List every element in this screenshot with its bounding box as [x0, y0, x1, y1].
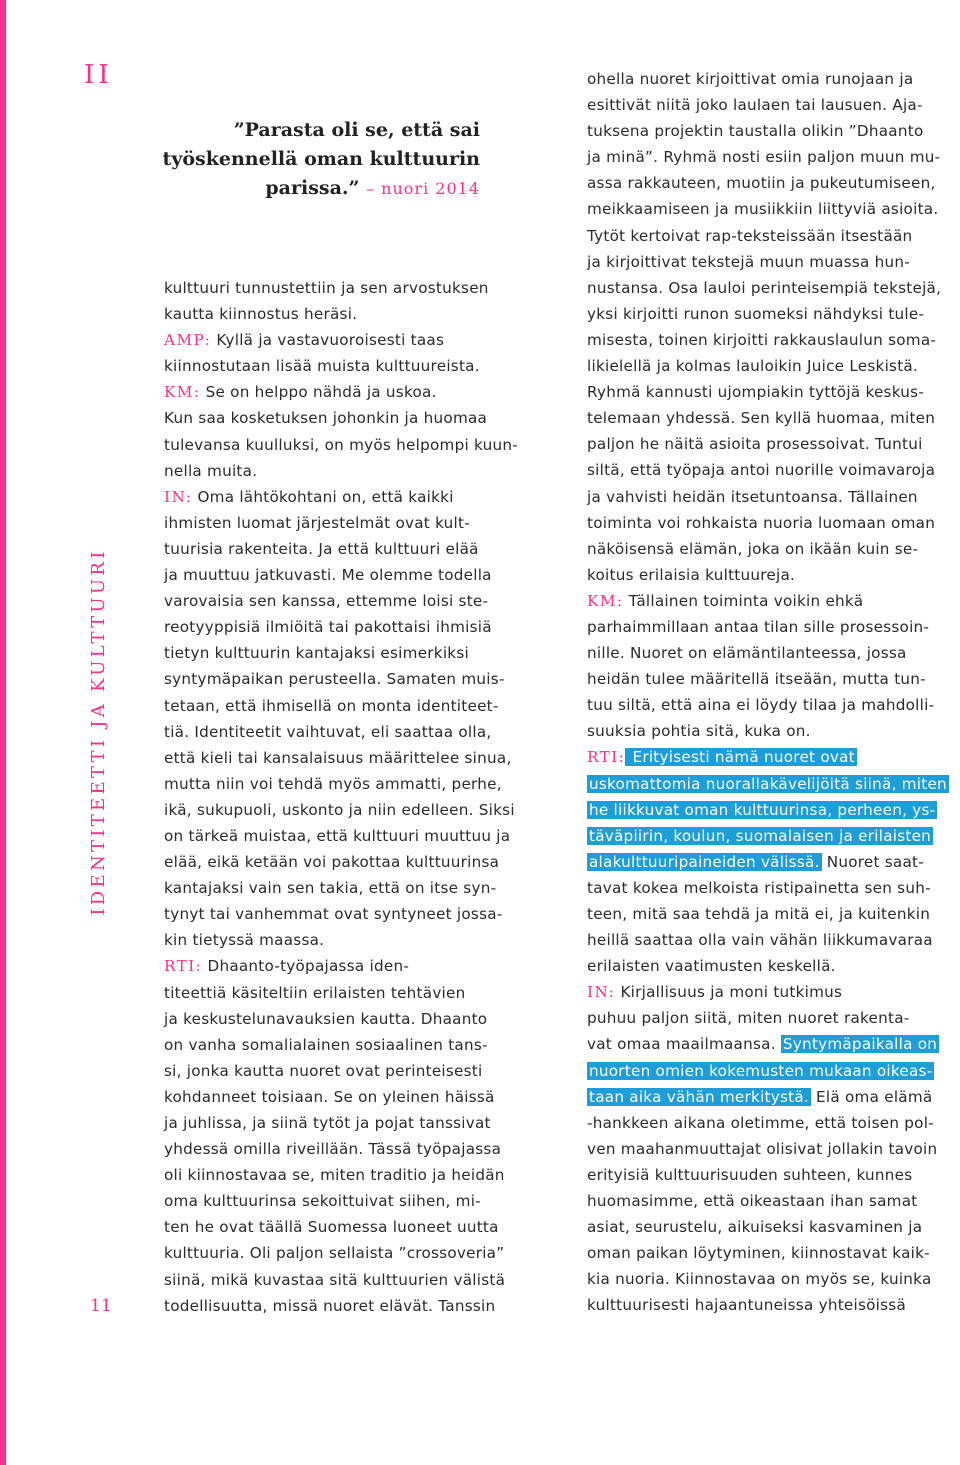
text-line	[587, 979, 959, 1005]
speaker-initials: RTI:	[164, 957, 203, 976]
text-line	[164, 1136, 544, 1162]
line-text: näköisensä elämän, joka on ikään kuin se-	[587, 539, 919, 558]
text-line	[587, 771, 959, 797]
line-text: erilaisten vaatimusten keskellä.	[587, 957, 836, 976]
line-text: oma kulttuurinsa sekoittuivat siihen, mi-	[164, 1192, 481, 1211]
line-text: kantajaksi vain sen takia, että on itse syn-	[164, 879, 497, 898]
text-line	[587, 353, 959, 379]
line-text: syntymäpaikan perusteella. Samaten muis-	[164, 670, 505, 689]
line-text: telemaan yhdessä. Sen kyllä huomaa, miten	[587, 409, 936, 428]
text-line	[587, 249, 959, 275]
text-line	[587, 196, 959, 222]
line-text: mutta niin voi tehdä myös ammatti, perhe,	[164, 774, 502, 793]
line-text: kulttuurisesti hajaantuneissa yhteisöissä	[587, 1296, 907, 1315]
text-line	[164, 640, 544, 666]
pull-quote-line: ”Parasta oli se, että sai	[233, 119, 480, 141]
text-line	[587, 1110, 959, 1136]
text-line	[164, 797, 544, 823]
pull-quote-attribution: – nuori 2014	[366, 179, 480, 198]
line-text: suuksia pohtia sitä, kuka on.	[587, 722, 811, 741]
text-line	[164, 1293, 544, 1319]
line-text: Tytöt kertoivat rap-teksteissään itsestään	[587, 226, 913, 245]
line-text: ohella nuoret kirjoittivat omia runojaan ja	[587, 70, 914, 88]
text-line	[164, 536, 544, 562]
text-line	[587, 431, 959, 457]
line-text: kautta kiinnostus heräsi.	[164, 305, 358, 324]
line-text: Kirjallisuus ja moni tutkimus	[615, 983, 843, 1002]
line-text: erityisiä kulttuurisuuden suhteen, kunnes	[587, 1165, 913, 1184]
speaker-initials: IN:	[164, 487, 193, 506]
text-line	[587, 797, 959, 823]
line-text: nustansa. Osa lauloi perinteisempiä tekstejä,	[587, 278, 942, 297]
line-text: assa rakkauteen, muotiin ja pukeutumiseen,	[587, 174, 936, 193]
text-line	[587, 666, 959, 692]
line-text: Ryhmä kannusti ujompiakin tyttöjä keskus-	[587, 383, 925, 402]
line-text: kiinnostutaan lisää muista kulttuureista.	[164, 357, 480, 376]
text-line	[587, 1058, 959, 1084]
line-text: puhuu paljon siitä, miten nuoret rakenta-	[587, 1009, 910, 1028]
pull-quote	[150, 116, 480, 203]
line-text: si, jonka kautta nuoret ovat perinteisesti	[164, 1061, 483, 1080]
line-text: esittivät niitä joko laulaen tai lausuen. Aja-	[587, 96, 923, 115]
text-line	[164, 1188, 544, 1214]
text-line	[587, 536, 959, 562]
line-text: oli kiinnostavaa se, miten traditio ja heidän	[164, 1166, 505, 1185]
line-text: on tärkeä muistaa, että kulttuuri muuttuu ja	[164, 826, 511, 845]
text-line	[587, 223, 959, 249]
line-text: tuksena projektin taustalla olikin ”Dhaanto	[587, 122, 924, 141]
text-line	[587, 118, 959, 144]
text-line	[164, 875, 544, 901]
line-text: huomasimme, että oikeastaan ihan samat	[587, 1192, 918, 1211]
highlighted-text: taan aika vähän merkitystä.	[589, 1087, 809, 1106]
text-line	[587, 823, 959, 849]
highlighted-text: uskomattomia nuorallakävelijöitä siinä, miten	[589, 774, 947, 793]
line-text: tuurisia rakenteita. Ja että kulttuuri elää	[164, 539, 479, 558]
speaker-initials: AMP:	[164, 331, 212, 350]
line-text: elää, eikä ketään voi pakottaa kulttuurinsa	[164, 853, 500, 872]
text-line	[587, 144, 959, 170]
text-line	[587, 92, 959, 118]
line-text: ja vahvisti heidän itsetuntoansa. Tällainen	[587, 487, 918, 506]
line-text: yksi kirjoitti runon suomeksi nähdyksi tule-	[587, 304, 925, 323]
body-column-right	[587, 66, 959, 1319]
highlighted-text: Erityisesti nämä nuoret ovat	[627, 748, 855, 767]
text-line	[587, 640, 959, 666]
line-text: Se on helppo nähdä ja uskoa.	[200, 383, 437, 402]
text-line	[164, 719, 544, 745]
line-text: oman paikan löytyminen, kiinnostavat kaik-	[587, 1244, 930, 1263]
text-line	[164, 379, 544, 405]
text-line	[587, 1005, 959, 1031]
text-line	[587, 1136, 959, 1162]
line-text: tavat kokea melkoista ristipainetta sen suh-	[587, 878, 931, 897]
text-line	[164, 614, 544, 640]
text-line	[587, 588, 959, 614]
text-line	[164, 666, 544, 692]
text-line	[587, 1188, 959, 1214]
line-text: reotyyppisiä ilmiöitä tai pakottaisi ihmisiä	[164, 618, 492, 637]
text-line	[587, 849, 959, 875]
section-number: II	[84, 60, 113, 90]
text-line	[164, 432, 544, 458]
accent-edge-bar	[0, 0, 6, 1465]
text-line	[587, 301, 959, 327]
text-line	[587, 484, 959, 510]
line-text: nella muita.	[164, 461, 258, 480]
text-line	[587, 1292, 959, 1318]
highlighted-text: Syntymäpaikalla on	[782, 1035, 938, 1054]
line-text: siltä, että työpaja antoi nuorille voimavaroja	[587, 461, 936, 480]
line-text: tiä. Identiteetit vaihtuvat, eli saattaa olla,	[164, 722, 492, 741]
text-line	[587, 1162, 959, 1188]
line-text: paljon he näitä asioita prosessoivat. Tuntui	[587, 435, 923, 454]
text-line	[164, 771, 544, 797]
line-text: -hankkeen aikana oletimme, että toisen pol-	[587, 1113, 934, 1132]
line-text: ven maahanmuuttajat olisivat jollakin tavoin	[587, 1139, 938, 1158]
text-line	[164, 980, 544, 1006]
text-line	[587, 692, 959, 718]
line-text: Kun saa kosketuksen johonkin ja huomaa	[164, 409, 488, 428]
text-line	[587, 927, 959, 953]
text-line	[164, 458, 544, 484]
page-number: 11	[90, 1296, 112, 1316]
text-line	[587, 1240, 959, 1266]
line-text: ja minä”. Ryhmä nosti esiin paljon muun mu-	[587, 148, 941, 167]
line-text: yhdessä omilla riveillään. Tässä työpajassa	[164, 1140, 502, 1159]
line-text: meikkaamiseen ja musiikkiin liittyviä asioita.	[587, 200, 939, 219]
line-text: ten he ovat täällä Suomessa luoneet uutta	[164, 1218, 499, 1237]
line-text: ja keskustelunavauksien kautta. Dhaanto	[164, 1009, 488, 1028]
pull-quote-line-text: parissa.”	[265, 177, 360, 199]
line-text: likielellä ja kolmas lauloikin Juice Leskistä.	[587, 357, 919, 376]
text-line	[164, 1214, 544, 1240]
line-text: Kyllä ja vastavuoroisesti taas	[211, 331, 445, 350]
line-text: teen, mitä saa tehdä ja mitä ei, ja kuitenkin	[587, 905, 931, 923]
text-line	[587, 901, 959, 927]
line-text: ja kirjoittivat tekstejä muun muassa hun-	[587, 252, 911, 271]
text-line	[587, 327, 959, 353]
text-line	[164, 1162, 544, 1188]
highlighted-text: nuorten omien kokemusten mukaan oikeas-	[589, 1061, 933, 1080]
line-text: tynyt tai vanhemmat ovat syntyneet jossa-	[164, 905, 503, 924]
text-line	[587, 1214, 959, 1240]
text-line	[587, 562, 959, 588]
line-text: kulttuuri tunnustettiin ja sen arvostuksen	[164, 279, 489, 297]
text-line	[587, 953, 959, 979]
line-text: todellisuutta, missä nuoret elävät. Tanssin	[164, 1296, 496, 1315]
text-line	[164, 510, 544, 536]
text-line	[587, 66, 959, 92]
speaker-initials: KM:	[164, 383, 201, 402]
text-line	[164, 405, 544, 431]
text-line	[164, 745, 544, 771]
line-text: parhaimmillaan antaa tilan sille prosessoin-	[587, 617, 930, 636]
text-line	[164, 1110, 544, 1136]
highlighted-text: täväpiirin, koulun, suomalaisen ja erilaisten	[589, 826, 932, 845]
line-text: kohdanneet toisiaan. Se on yleinen häissä	[164, 1087, 495, 1106]
text-line	[587, 1266, 959, 1292]
text-line	[587, 405, 959, 431]
line-text: että kieli tai kansalaisuus määrittelee sinua,	[164, 748, 512, 767]
line-text: tetaan, että ihmisellä on monta identiteet-	[164, 696, 499, 715]
text-line	[587, 875, 959, 901]
line-text: Elä oma elämä	[810, 1087, 933, 1106]
line-text: heidän tulee määritellä itseään, mutta tun-	[587, 670, 926, 689]
highlighted-text: alakulttuuripaineiden välissä.	[589, 852, 820, 871]
line-text: Tällainen toiminta voikin ehkä	[623, 591, 864, 610]
text-line	[587, 170, 959, 196]
text-line	[164, 275, 544, 301]
body-column-left	[164, 275, 544, 1319]
text-line	[164, 588, 544, 614]
line-text: on vanha somalialainen sosiaalinen tans-	[164, 1035, 488, 1054]
text-line	[587, 510, 959, 536]
pull-quote-line	[150, 174, 480, 203]
line-text: ihmisten luomat järjestelmät ovat kult-	[164, 513, 470, 532]
speaker-initials: IN:	[587, 983, 616, 1002]
text-line	[164, 1267, 544, 1293]
line-text: kin tietyssä maassa.	[164, 931, 325, 950]
line-text: nille. Nuoret on elämäntilanteessa, jossa	[587, 644, 907, 663]
text-line	[587, 457, 959, 483]
line-text: koitus erilaisia kulttuureja.	[587, 565, 796, 584]
text-line	[164, 1032, 544, 1058]
line-text: toiminta voi rohkaista nuoria luomaan oman	[587, 513, 936, 532]
text-line	[587, 275, 959, 301]
text-line	[164, 901, 544, 927]
speaker-initials: KM:	[587, 591, 624, 610]
line-text: varovaisia sen kanssa, ettemme loisi ste-	[164, 592, 489, 611]
line-text: tuu siltä, että aina ei löydy tilaa ja mahdolli-	[587, 696, 935, 715]
text-line	[164, 301, 544, 327]
line-text: heillä saattaa olla vain vähän liikkumavaraa	[587, 931, 933, 950]
line-text: titeettiä käsiteltiin erilaisten tehtävien	[164, 983, 466, 1002]
text-line	[164, 562, 544, 588]
line-text: misesta, toinen kirjoitti rakkauslaulun soma-	[587, 330, 937, 349]
line-text: vat omaa maailmaansa.	[587, 1035, 781, 1054]
line-text: ja juhlissa, ja siinä tytöt ja pojat tanssivat	[164, 1114, 491, 1132]
text-line	[164, 1058, 544, 1084]
text-line	[587, 379, 959, 405]
line-text: Dhaanto-työpajassa iden-	[202, 957, 410, 976]
text-line	[164, 693, 544, 719]
text-line	[164, 953, 544, 979]
text-line	[587, 744, 959, 770]
text-line	[587, 1031, 959, 1057]
line-text: siinä, mikä kuvastaa sitä kulttuurien välistä	[164, 1270, 506, 1289]
speaker-initials: RTI:	[587, 748, 626, 767]
line-text: asiat, seurustelu, aikuiseksi kasvaminen ja	[587, 1218, 923, 1237]
line-text: ikä, sukupuoli, uskonto ja niin edelleen. Siksi	[164, 800, 515, 819]
line-text: tietyn kulttuurin kantajaksi esimerkiksi	[164, 644, 469, 663]
text-line	[164, 1240, 544, 1266]
text-line	[587, 718, 959, 744]
line-text: tulevansa kuulluksi, on myös helpompi kuun-	[164, 435, 518, 454]
pull-quote-line: työskennellä oman kulttuurin	[162, 148, 480, 170]
vertical-chapter-title: IDENTITEETTI JA KULTTUURI	[88, 548, 109, 916]
line-text: Nuoret saat-	[821, 852, 924, 871]
text-line	[164, 327, 544, 353]
text-line	[164, 353, 544, 379]
highlighted-text: he liikkuvat oman kulttuurinsa, perheen, ys-	[589, 800, 936, 819]
line-text: ja muuttuu jatkuvasti. Me olemme todella	[164, 566, 492, 585]
text-line	[164, 1084, 544, 1110]
line-text: kia nuoria. Kiinnostavaa on myös se, kuinka	[587, 1270, 932, 1289]
text-line	[164, 1006, 544, 1032]
line-text: Oma lähtökohtani on, että kaikki	[192, 487, 454, 506]
text-line	[164, 849, 544, 875]
text-line	[164, 823, 544, 849]
text-line	[587, 614, 959, 640]
line-text: kulttuuria. Oli paljon sellaista ”crossoveria”	[164, 1244, 505, 1263]
text-line	[164, 484, 544, 510]
text-line	[587, 1084, 959, 1110]
text-line	[164, 927, 544, 953]
